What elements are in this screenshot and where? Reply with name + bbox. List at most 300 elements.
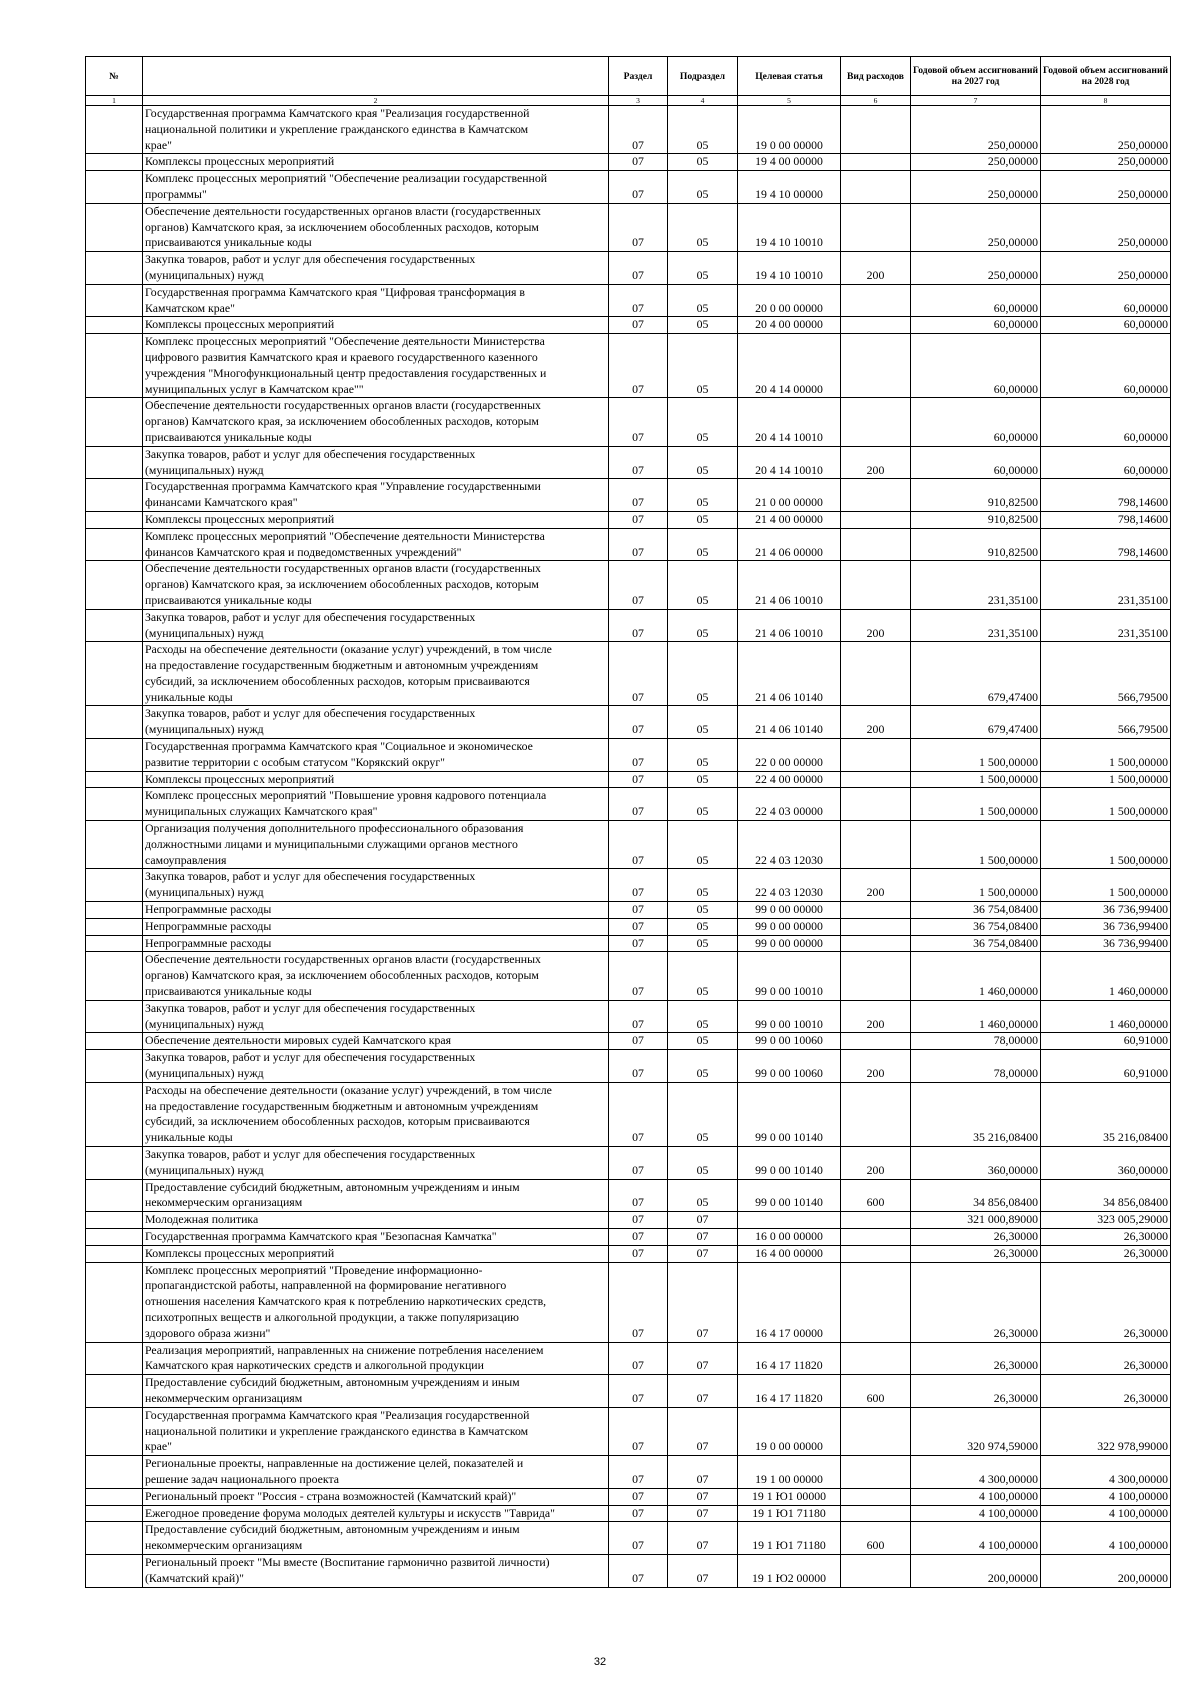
cell-2027: 250,00000	[911, 171, 1041, 204]
table-row	[86, 106, 1171, 154]
cell-target: 16 4 17 11820	[738, 1342, 841, 1375]
cell-target: 19 4 10 10010	[738, 252, 841, 285]
cell-type	[841, 935, 911, 952]
cell-section: 07	[609, 1050, 668, 1083]
cell-section: 07	[609, 902, 668, 919]
cell-2028: 60,91000	[1041, 1050, 1171, 1083]
cell-2028: 1 500,00000	[1041, 771, 1171, 788]
cell-2028: 250,00000	[1041, 154, 1171, 171]
table-row	[86, 479, 1171, 512]
cell-num	[86, 1082, 143, 1146]
cell-target: 20 4 14 10010	[738, 446, 841, 479]
table-row	[86, 1488, 1171, 1505]
cell-2028: 36 736,99400	[1041, 918, 1171, 935]
header-section: Раздел	[609, 57, 668, 96]
table-row	[86, 642, 1171, 706]
cell-2028: 1 500,00000	[1041, 821, 1171, 869]
cell-num	[86, 1488, 143, 1505]
cell-num	[86, 1212, 143, 1229]
col-index-3: 3	[609, 96, 668, 106]
cell-num	[86, 952, 143, 1000]
cell-2027: 78,00000	[911, 1033, 1041, 1050]
cell-subsection: 05	[668, 203, 738, 251]
table-row	[86, 1554, 1171, 1587]
cell-num	[86, 1147, 143, 1180]
cell-subsection: 07	[668, 1456, 738, 1489]
cell-2027: 1 460,00000	[911, 952, 1041, 1000]
cell-num	[86, 1407, 143, 1455]
cell-2027: 36 754,08400	[911, 902, 1041, 919]
cell-subsection: 05	[668, 561, 738, 609]
cell-target: 16 4 17 11820	[738, 1375, 841, 1408]
cell-2028: 36 736,99400	[1041, 935, 1171, 952]
cell-type	[841, 1082, 911, 1146]
cell-2028: 60,00000	[1041, 284, 1171, 317]
cell-section: 07	[609, 869, 668, 902]
cell-target: 19 4 10 00000	[738, 171, 841, 204]
cell-type: 600	[841, 1522, 911, 1555]
cell-target: 21 4 06 10140	[738, 642, 841, 706]
cell-2027: 26,30000	[911, 1228, 1041, 1245]
cell-subsection: 05	[668, 398, 738, 446]
cell-target: 99 0 00 10140	[738, 1147, 841, 1180]
cell-name: Обеспечение деятельности мировых судей Камчатского края	[143, 1033, 609, 1050]
cell-section: 07	[609, 284, 668, 317]
cell-target: 19 4 00 00000	[738, 154, 841, 171]
cell-subsection: 05	[668, 869, 738, 902]
cell-name: Закупка товаров, работ и услуг для обеспечения государственных (муниципальных) нужд	[143, 446, 609, 479]
cell-2027: 34 856,08400	[911, 1179, 1041, 1212]
cell-subsection: 05	[668, 106, 738, 154]
table-header-row	[86, 57, 1171, 96]
cell-2028: 60,00000	[1041, 334, 1171, 398]
cell-2028: 250,00000	[1041, 203, 1171, 251]
cell-2027: 26,30000	[911, 1375, 1041, 1408]
cell-2027: 4 100,00000	[911, 1505, 1041, 1522]
cell-num	[86, 203, 143, 251]
cell-name: Комплекс процессных мероприятий "Обеспечение реализации государственной программы"	[143, 171, 609, 204]
cell-subsection: 05	[668, 1000, 738, 1033]
table-row	[86, 1147, 1171, 1180]
cell-type	[841, 918, 911, 935]
cell-type: 200	[841, 446, 911, 479]
cell-name: Региональный проект "Мы вместе (Воспитание гармонично развитой личности) (Камчатский край)"	[143, 1554, 609, 1587]
cell-subsection: 07	[668, 1212, 738, 1229]
cell-2028: 60,00000	[1041, 446, 1171, 479]
cell-target: 19 1 Ю1 00000	[738, 1488, 841, 1505]
cell-2027: 679,47400	[911, 642, 1041, 706]
cell-2028: 798,14600	[1041, 479, 1171, 512]
cell-name: Закупка товаров, работ и услуг для обеспечения государственных (муниципальных) нужд	[143, 1050, 609, 1083]
cell-section: 07	[609, 821, 668, 869]
cell-2027: 1 500,00000	[911, 771, 1041, 788]
cell-target: 22 4 03 00000	[738, 788, 841, 821]
cell-2027: 1 500,00000	[911, 739, 1041, 772]
cell-section: 07	[609, 528, 668, 561]
cell-subsection: 05	[668, 511, 738, 528]
cell-2028: 1 500,00000	[1041, 869, 1171, 902]
cell-target: 99 0 00 10010	[738, 1000, 841, 1033]
cell-section: 07	[609, 203, 668, 251]
cell-2027: 1 500,00000	[911, 821, 1041, 869]
cell-num	[86, 334, 143, 398]
cell-subsection: 07	[668, 1488, 738, 1505]
cell-2028: 250,00000	[1041, 106, 1171, 154]
cell-subsection: 07	[668, 1505, 738, 1522]
cell-section: 07	[609, 1147, 668, 1180]
cell-2027: 250,00000	[911, 106, 1041, 154]
header-subsection: Подраздел	[668, 57, 738, 96]
table-row	[86, 203, 1171, 251]
cell-2027: 910,82500	[911, 479, 1041, 512]
cell-subsection: 05	[668, 788, 738, 821]
cell-2027: 321 000,89000	[911, 1212, 1041, 1229]
cell-subsection: 07	[668, 1554, 738, 1587]
cell-subsection: 05	[668, 1179, 738, 1212]
cell-2028: 34 856,08400	[1041, 1179, 1171, 1212]
cell-section: 07	[609, 398, 668, 446]
cell-2028: 566,79500	[1041, 706, 1171, 739]
cell-target: 16 0 00 00000	[738, 1228, 841, 1245]
table-row	[86, 1033, 1171, 1050]
cell-subsection: 05	[668, 771, 738, 788]
cell-2028: 798,14600	[1041, 511, 1171, 528]
cell-type	[841, 1342, 911, 1375]
table-row	[86, 1262, 1171, 1342]
cell-subsection: 05	[668, 918, 738, 935]
cell-target: 19 1 00 00000	[738, 1456, 841, 1489]
header-2027: Годовой объем ассигнований на 2027 год	[911, 57, 1041, 96]
cell-name: Закупка товаров, работ и услуг для обеспечения государственных (муниципальных) нужд	[143, 706, 609, 739]
cell-2028: 26,30000	[1041, 1342, 1171, 1375]
cell-section: 07	[609, 1000, 668, 1033]
cell-num	[86, 1228, 143, 1245]
cell-type	[841, 284, 911, 317]
cell-type: 200	[841, 869, 911, 902]
cell-num	[86, 788, 143, 821]
table-row	[86, 1456, 1171, 1489]
table-row	[86, 1245, 1171, 1262]
cell-2027: 60,00000	[911, 317, 1041, 334]
cell-2028: 26,30000	[1041, 1375, 1171, 1408]
cell-target: 99 0 00 00000	[738, 902, 841, 919]
table-row	[86, 706, 1171, 739]
cell-name: Предоставление субсидий бюджетным, автономным учреждениям и иным некоммерческим организациям	[143, 1522, 609, 1555]
table-row	[86, 935, 1171, 952]
cell-section: 07	[609, 1179, 668, 1212]
cell-type: 200	[841, 1147, 911, 1180]
cell-section: 07	[609, 479, 668, 512]
cell-subsection: 05	[668, 739, 738, 772]
cell-type	[841, 334, 911, 398]
cell-name: Комплекс процессных мероприятий "Проведение информационно- пропагандистской работы, направленной на формирование негативного отношения населения Камчатского края к потреблению наркотических средств, психотропных веществ и алкогольной продукции, а также популяризацию здорового образа жизни"	[143, 1262, 609, 1342]
cell-type	[841, 106, 911, 154]
cell-subsection: 05	[668, 334, 738, 398]
cell-target: 22 4 03 12030	[738, 869, 841, 902]
cell-name: Государственная программа Камчатского края "Реализация государственной национальной политики и укрепление гражданского единства в Камчатском крае"	[143, 1407, 609, 1455]
col-index-2: 2	[143, 96, 609, 106]
cell-type	[841, 1407, 911, 1455]
cell-2028: 1 460,00000	[1041, 1000, 1171, 1033]
cell-type	[841, 902, 911, 919]
cell-num	[86, 1245, 143, 1262]
cell-section: 07	[609, 1033, 668, 1050]
cell-target: 19 0 00 00000	[738, 1407, 841, 1455]
cell-2027: 320 974,59000	[911, 1407, 1041, 1455]
cell-name: Непрограммные расходы	[143, 918, 609, 935]
col-index-5: 5	[738, 96, 841, 106]
cell-2027: 36 754,08400	[911, 918, 1041, 935]
cell-name: Закупка товаров, работ и услуг для обеспечения государственных (муниципальных) нужд	[143, 1147, 609, 1180]
cell-type	[841, 171, 911, 204]
cell-subsection: 07	[668, 1375, 738, 1408]
cell-subsection: 07	[668, 1522, 738, 1555]
cell-2028: 4 100,00000	[1041, 1488, 1171, 1505]
cell-target: 19 0 00 00000	[738, 106, 841, 154]
cell-2027: 4 100,00000	[911, 1522, 1041, 1555]
column-index-row	[86, 96, 1171, 106]
table-row	[86, 154, 1171, 171]
cell-type	[841, 739, 911, 772]
cell-2028: 322 978,99000	[1041, 1407, 1171, 1455]
cell-num	[86, 154, 143, 171]
cell-type: 200	[841, 706, 911, 739]
cell-num	[86, 1050, 143, 1083]
cell-name: Ежегодное проведение форума молодых деятелей культуры и искусств "Таврида"	[143, 1505, 609, 1522]
cell-type	[841, 511, 911, 528]
cell-target: 99 0 00 10140	[738, 1082, 841, 1146]
cell-subsection: 07	[668, 1245, 738, 1262]
cell-2028: 4 300,00000	[1041, 1456, 1171, 1489]
cell-2028: 1 500,00000	[1041, 739, 1171, 772]
cell-2027: 231,35100	[911, 609, 1041, 642]
cell-num	[86, 317, 143, 334]
table-row	[86, 1342, 1171, 1375]
cell-2027: 910,82500	[911, 528, 1041, 561]
cell-num	[86, 739, 143, 772]
cell-2027: 4 300,00000	[911, 1456, 1041, 1489]
cell-subsection: 05	[668, 902, 738, 919]
cell-num	[86, 642, 143, 706]
table-row	[86, 1522, 1171, 1555]
cell-subsection: 05	[668, 479, 738, 512]
cell-section: 07	[609, 1505, 668, 1522]
cell-target: 22 4 00 00000	[738, 771, 841, 788]
cell-section: 07	[609, 106, 668, 154]
cell-num	[86, 398, 143, 446]
cell-num	[86, 1179, 143, 1212]
table-row	[86, 918, 1171, 935]
table-row	[86, 1375, 1171, 1408]
cell-target: 20 4 00 00000	[738, 317, 841, 334]
cell-target: 22 4 03 12030	[738, 821, 841, 869]
cell-section: 07	[609, 1488, 668, 1505]
cell-num	[86, 446, 143, 479]
cell-subsection: 05	[668, 171, 738, 204]
cell-num	[86, 902, 143, 919]
col-index-4: 4	[668, 96, 738, 106]
cell-subsection: 05	[668, 154, 738, 171]
cell-2027: 231,35100	[911, 561, 1041, 609]
cell-name: Обеспечение деятельности государственных органов власти (государственных органов) Камчатского края, за исключением обособленных расходов, которым присваиваются уникальные коды	[143, 561, 609, 609]
table-row	[86, 739, 1171, 772]
cell-subsection: 05	[668, 1050, 738, 1083]
header-2028: Годовой объем ассигнований на 2028 год	[1041, 57, 1171, 96]
cell-subsection: 05	[668, 1033, 738, 1050]
cell-subsection: 05	[668, 1082, 738, 1146]
cell-2028: 1 500,00000	[1041, 788, 1171, 821]
cell-name: Комплексы процессных мероприятий	[143, 511, 609, 528]
cell-section: 07	[609, 1522, 668, 1555]
cell-2028: 60,00000	[1041, 398, 1171, 446]
cell-2028: 798,14600	[1041, 528, 1171, 561]
cell-subsection: 05	[668, 609, 738, 642]
table-row	[86, 1407, 1171, 1455]
cell-type	[841, 317, 911, 334]
cell-type	[841, 1554, 911, 1587]
cell-target: 21 4 06 10140	[738, 706, 841, 739]
cell-type	[841, 788, 911, 821]
cell-subsection: 05	[668, 252, 738, 285]
cell-type	[841, 203, 911, 251]
cell-section: 07	[609, 1228, 668, 1245]
cell-2028: 200,00000	[1041, 1554, 1171, 1587]
cell-name: Закупка товаров, работ и услуг для обеспечения государственных (муниципальных) нужд	[143, 252, 609, 285]
cell-type	[841, 1262, 911, 1342]
cell-name: Организация получения дополнительного профессионального образования должностными лицами и муниципальными служащими органов местного самоуправления	[143, 821, 609, 869]
cell-num	[86, 528, 143, 561]
cell-section: 07	[609, 642, 668, 706]
cell-type	[841, 771, 911, 788]
cell-2028: 231,35100	[1041, 609, 1171, 642]
cell-section: 07	[609, 935, 668, 952]
cell-type: 600	[841, 1179, 911, 1212]
cell-subsection: 07	[668, 1228, 738, 1245]
cell-section: 07	[609, 771, 668, 788]
cell-section: 07	[609, 1262, 668, 1342]
cell-target: 20 4 14 00000	[738, 334, 841, 398]
cell-subsection: 05	[668, 528, 738, 561]
cell-2027: 4 100,00000	[911, 1488, 1041, 1505]
cell-subsection: 05	[668, 446, 738, 479]
cell-target: 21 4 06 00000	[738, 528, 841, 561]
cell-section: 07	[609, 1342, 668, 1375]
cell-type: 200	[841, 1000, 911, 1033]
cell-num	[86, 106, 143, 154]
cell-2028: 35 216,08400	[1041, 1082, 1171, 1146]
header-name	[143, 57, 609, 96]
cell-subsection: 05	[668, 706, 738, 739]
cell-section: 07	[609, 252, 668, 285]
cell-section: 07	[609, 1407, 668, 1455]
cell-section: 07	[609, 561, 668, 609]
cell-target: 19 1 Ю2 00000	[738, 1554, 841, 1587]
cell-num	[86, 1375, 143, 1408]
cell-name: Государственная программа Камчатского края "Реализация государственной национальной политики и укрепление гражданского единства в Камчатском крае"	[143, 106, 609, 154]
cell-2028: 360,00000	[1041, 1147, 1171, 1180]
cell-target: 19 4 10 10010	[738, 203, 841, 251]
table-row	[86, 284, 1171, 317]
cell-target	[738, 1212, 841, 1229]
cell-name: Закупка товаров, работ и услуг для обеспечения государственных (муниципальных) нужд	[143, 869, 609, 902]
cell-type	[841, 1033, 911, 1050]
table-row	[86, 1082, 1171, 1146]
cell-name: Региональные проекты, направленные на достижение целей, показателей и решение задач национального проекта	[143, 1456, 609, 1489]
cell-type	[841, 952, 911, 1000]
cell-2027: 26,30000	[911, 1245, 1041, 1262]
cell-name: Предоставление субсидий бюджетным, автономным учреждениям и иным некоммерческим организациям	[143, 1179, 609, 1212]
cell-section: 07	[609, 446, 668, 479]
cell-2027: 60,00000	[911, 284, 1041, 317]
cell-type	[841, 1212, 911, 1229]
cell-section: 07	[609, 788, 668, 821]
cell-name: Комплекс процессных мероприятий "Обеспечение деятельности Министерства цифрового развития Камчатского края и краевого государственного казенного учреждения "Многофункциональный центр предоставления государственных и муниципальных услуг в Камчатском крае""	[143, 334, 609, 398]
cell-num	[86, 1456, 143, 1489]
cell-2027: 910,82500	[911, 511, 1041, 528]
cell-section: 07	[609, 1375, 668, 1408]
cell-2027: 26,30000	[911, 1342, 1041, 1375]
cell-name: Государственная программа Камчатского края "Безопасная Камчатка"	[143, 1228, 609, 1245]
table-row	[86, 561, 1171, 609]
table-row	[86, 1228, 1171, 1245]
cell-name: Государственная программа Камчатского края "Управление государственными финансами Камчатского края"	[143, 479, 609, 512]
cell-target: 99 0 00 00000	[738, 918, 841, 935]
cell-name: Комплексы процессных мероприятий	[143, 771, 609, 788]
cell-type	[841, 1488, 911, 1505]
table-row	[86, 252, 1171, 285]
cell-2028: 323 005,29000	[1041, 1212, 1171, 1229]
cell-type	[841, 398, 911, 446]
cell-num	[86, 511, 143, 528]
cell-2027: 250,00000	[911, 154, 1041, 171]
cell-type	[841, 642, 911, 706]
cell-2028: 250,00000	[1041, 171, 1171, 204]
cell-num	[86, 171, 143, 204]
cell-name: Комплексы процессных мероприятий	[143, 154, 609, 171]
cell-target: 99 0 00 00000	[738, 935, 841, 952]
cell-2027: 1 500,00000	[911, 869, 1041, 902]
col-index-8: 8	[1041, 96, 1171, 106]
cell-2028: 60,91000	[1041, 1033, 1171, 1050]
cell-target: 99 0 00 10140	[738, 1179, 841, 1212]
cell-name: Реализация мероприятий, направленных на снижение потребления населением Камчатского края наркотических средств и алкогольной продукции	[143, 1342, 609, 1375]
cell-subsection: 07	[668, 1407, 738, 1455]
budget-table	[85, 56, 1171, 1588]
cell-section: 07	[609, 739, 668, 772]
cell-num	[86, 609, 143, 642]
table-row	[86, 446, 1171, 479]
cell-num	[86, 1033, 143, 1050]
cell-subsection: 07	[668, 1262, 738, 1342]
cell-section: 07	[609, 317, 668, 334]
cell-2027: 60,00000	[911, 398, 1041, 446]
cell-num	[86, 1342, 143, 1375]
cell-subsection: 05	[668, 284, 738, 317]
col-index-1: 1	[86, 96, 143, 106]
cell-subsection: 05	[668, 952, 738, 1000]
cell-num	[86, 479, 143, 512]
table-row	[86, 1505, 1171, 1522]
cell-2027: 60,00000	[911, 446, 1041, 479]
cell-num	[86, 252, 143, 285]
page-number: 32	[593, 1656, 607, 1668]
table-row	[86, 1000, 1171, 1033]
cell-type: 200	[841, 609, 911, 642]
cell-section: 07	[609, 1554, 668, 1587]
cell-2027: 360,00000	[911, 1147, 1041, 1180]
cell-name: Непрограммные расходы	[143, 935, 609, 952]
cell-type	[841, 479, 911, 512]
